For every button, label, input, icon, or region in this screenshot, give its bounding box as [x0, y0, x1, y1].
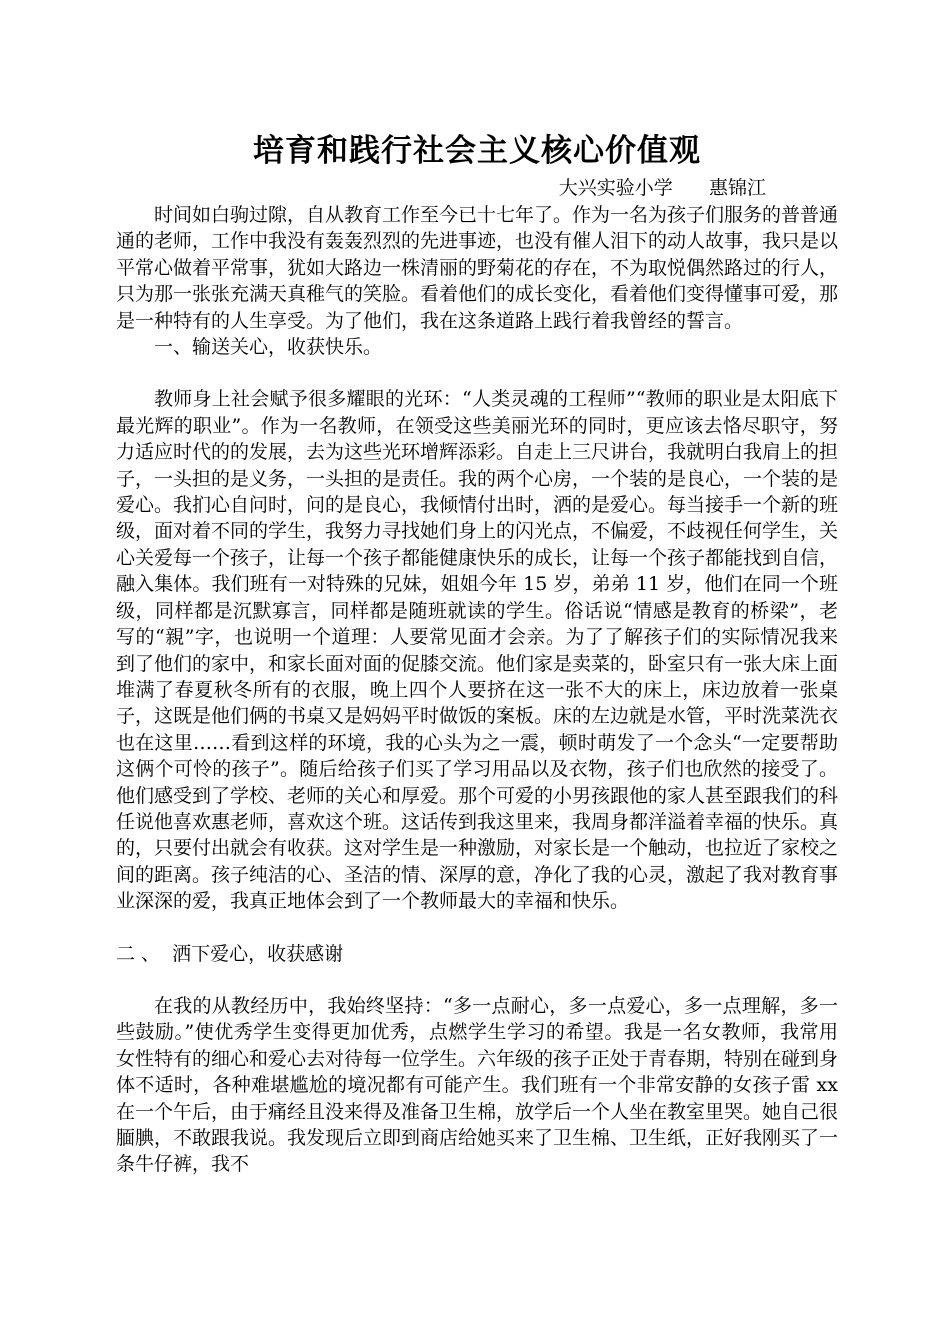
section-1-paragraph: 教师身上社会赋予很多耀眼的光环：“人类灵魂的工程师”“教师的职业是太阳底下最光辉的职业”。作为一名教师，在领受这些美丽光环的同时，更应该去恪尽职守，努力适应时代的的发展，去为这些光环增辉添彩。自走上三尺讲台，我就明白我肩上的担子，一头担的是义务，一头担的是责任。我的两个心房，一个装的是良心，一个装的是爱心。我扪心自问时，问的是良心，我倾情付出时，洒的是爱心。每当接手一个新的班级，面对着不同的学生，我努力寻找她们身上的闪光点，不偏爱，不歧视任何学生，关心关爱每一个孩子，让每一个孩子都能健康快乐的成长，让每一个孩子都能找到自信，融入集体。我们班有一对特殊的兄妹，姐姐今年 15 岁，弟弟 11 岁，他们在同一个班级，同样都是沉默寡言，同样都是随班就读的学生。俗话说“情感是教育的桥梁”，老写的“親”字，也说明一个道理：人要常见面才会亲。为了了解孩子们的实际情况我来到了他们的家中，和家长面对面的促膝交流。他们家是卖菜的，卧室只有一张大床上面堆满了春夏秋冬所有的衣服，晚上四个人要挤在这一张不大的床上，床边放着一张桌子，这既是他们俩的书桌又是妈妈平时做饭的案板。床的左边就是水管，平时洗菜洗衣也在这里……看到这样的环境，我的心头为之一震，顿时萌发了一个念头“一定要帮助这俩个可怜的孩子”。随后给孩子们买了学习用品以及衣物，孩子们也欣然的接受了。他们感受到了学校、老师的关心和厚爱。那个可爱的小男孩跟他的家人甚至跟我们的科任说他喜欢惠老师，喜欢这个班。这话传到我这里来，我周身都洋溢着幸福的快乐。真的，只要付出就会有收获。这对学生是一种激励，对家长是一个触动，也拉近了家校之间的距离。孩子纯洁的心、圣洁的情、深厚的意，净化了我的心灵，激起了我对教育事业深深的爱，我真正地体会到了一个教师最大的幸福和快乐。 — [116, 388, 839, 913]
document-title: 培育和践行社会主义核心价值观 — [253, 133, 701, 169]
section-1-heading: 一、输送关心，收获快乐。 — [154, 336, 383, 359]
document-page — [116, 128, 838, 1178]
author-byline: 大兴实验小学 惠锦江 — [558, 177, 766, 199]
section-2-heading: 二 、 洒下爱心，收获感谢 — [116, 942, 344, 965]
intro-paragraph: 时间如白驹过隙，自从教育工作至今已十七年了。作为一名为孩子们服务的普普通通的老师，工作中我没有轰轰烈烈的先进事迹，也没有催人泪下的动人故事，我只是以平常心做着平常事，犹如大路边一株清丽的野菊花的存在，不为取悦偶然路过的行人，只为那一张张充满天真稚气的笑脸。看着他们的成长变化，看着他们变得懂事可爱，那是一种特有的人生享受。为了他们，我在这条道路上践行着我曾经的誓言。 — [116, 204, 839, 332]
section-2-paragraph: 在我的从教经历中，我始终坚持：“多一点耐心，多一点爱心，多一点理解，多一些鼓励。”使优秀学生变得更加优秀，点燃学生学习的希望。我是一名女教师，我常用女性特有的细心和爱心去对待每一位学生。六年级的孩子正处于青春期，特别在碰到身体不适时，各种难堪尴尬的境况都有可能产生。我们班有一个非常安静的女孩子雷 xx 在一个午后，由于痛经且没来得及准备卫生棉，放学后一个人坐在教室里哭。她自己很腼腆，不敢跟我说。我发现后立即到商店给她买来了卫生棉、卫生纸，正好我刚买了一条牛仔裤，我不 — [116, 994, 839, 1176]
